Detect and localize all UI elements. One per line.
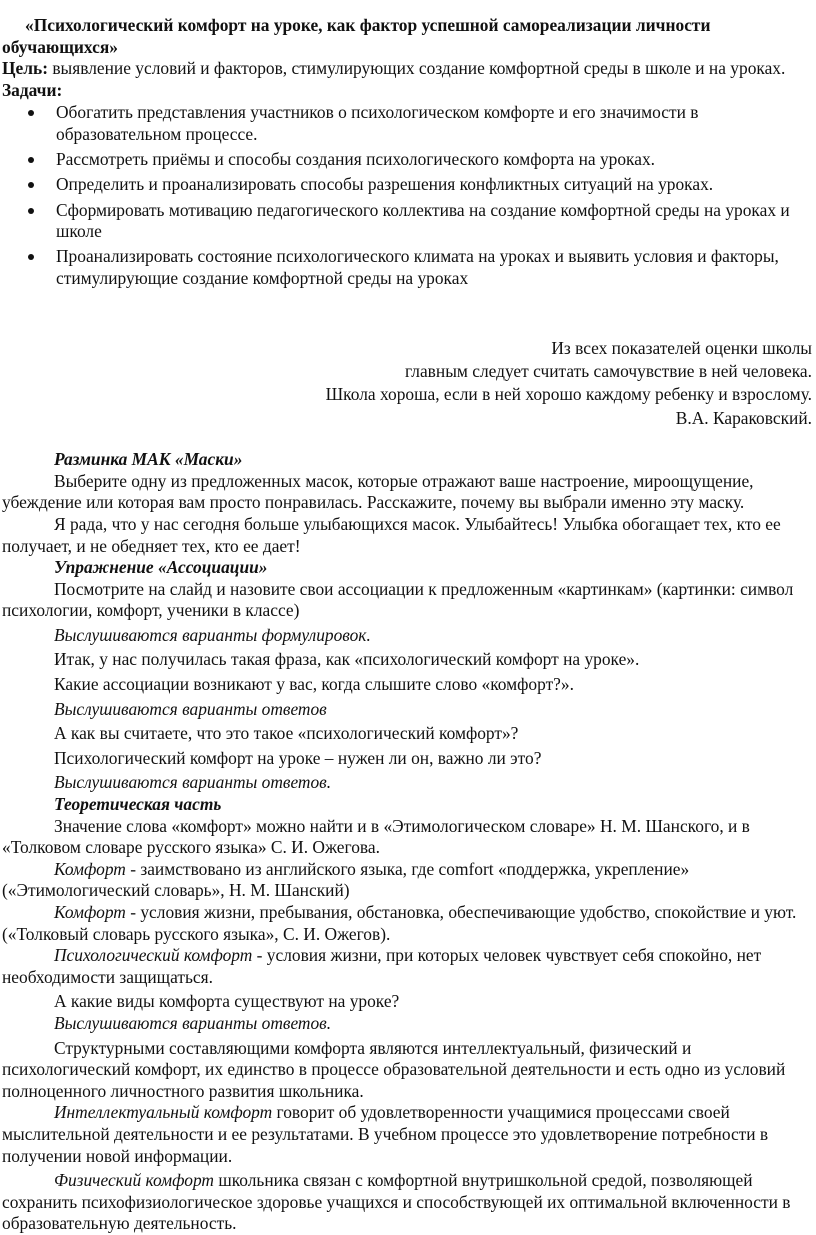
definition-term: Психологический комфорт [54,945,253,966]
definition-paragraph [2,859,814,902]
epigraph-author: В.А. Караковский. [675,407,812,428]
question-note: Выслушиваются варианты ответов. [54,1012,332,1033]
associations-note: Выслушиваются варианты ответов. [54,772,332,793]
physical-text: школьника связан с комфортной внутришкольной средой, позволяющей сохранить психофизиологическое здоровье учащихся и способствующей их оптимальной включенности в образовательную деятельность. [2,1170,791,1234]
list-item [2,174,814,196]
bullet-icon [28,208,34,214]
bullet-icon [28,182,34,188]
task-text: Сформировать мотивацию педагогического коллектива на создание комфортной среды на уроках и школе [56,199,790,242]
epigraph-line: Из всех показателей оценки школы [551,337,812,358]
associations-note: Выслушиваются варианты ответов [54,698,327,719]
task-text: Определить и проанализировать способы разрешения конфликтных ситуаций на уроках. [56,174,714,195]
physical-term: Физический комфорт [54,1170,214,1191]
definition-paragraph [2,945,814,988]
intellectual-paragraph [2,1102,814,1167]
epigraph-line: Школа хороша, если в ней хорошо каждому ребенку и взрослому. [325,384,812,405]
goal-paragraph [2,58,814,80]
task-text: Рассмотреть приёмы и способы создания психологического комфорта на уроках. [56,149,655,170]
intellectual-term: Интеллектуальный комфорт [54,1102,273,1123]
associations-paragraph: Итак, у нас получилась такая фраза, как «психологический комфорт на уроке». [54,649,640,670]
definition-text: - условия жизни, при которых человек чувствует себя спокойно, нет необходимости защищаться. [2,945,762,987]
list-item [2,102,814,145]
warmup-section [2,449,814,557]
list-item [2,246,814,289]
associations-paragraph: Посмотрите на слайд и назовите свои ассоциации к предложенным «картинкам» (картинки: символ психологии, комфорт, ученики в классе) [2,578,794,621]
bullet-icon [28,157,34,163]
associations-section [2,557,814,794]
bullet-icon [28,110,34,116]
tasks-label: Задачи: [2,79,63,100]
intellectual-text: говорит об удовлетворенности учащимися процессами своей мыслительной деятельности и ее результатами. В учебном процессе это удовлетворение потребности в получении новой информации. [2,1102,769,1166]
structure-paragraph: Структурными составляющими комфорта являются интеллектуальный, физический и психологический комфорт, их единство в процессе образовательной деятельности и есть одно из условий полноценного личностного развития школьника. [2,1037,786,1101]
document-title: «Психологический комфорт на уроке, как фактор успешной самореализации личности обучающихся» [2,15,711,57]
definition-term: Комфорт [54,858,126,879]
associations-paragraph: А как вы считаете, что это такое «психологический комфорт»? [54,723,519,744]
goal-label: Цель: [2,58,48,79]
tasks-list [2,102,814,289]
bullet-icon [28,254,34,260]
epigraph [2,337,812,431]
question-paragraph: А какие виды комфорта существуют на уроке? [54,991,400,1012]
warmup-paragraph: Выберите одну из предложенных масок, которые отражают ваше настроение, мироощущение, убеждение или которая вам просто понравилась. Расскажите, почему вы выбрали именно эту маску. [2,470,754,513]
list-item [2,149,814,171]
definition-paragraph [2,902,814,945]
task-text: Проанализировать состояние психологического климата на уроках и выявить условия и факторы, стимулирующие создание комфортной среды на уроках [56,246,779,288]
associations-paragraph: Какие ассоциации возникают у вас, когда слышите слово «комфорт?». [54,674,574,695]
associations-paragraph: Психологический комфорт на уроке – нужен ли он, важно ли это? [54,747,542,768]
warmup-paragraph: Я рада, что у нас сегодня больше улыбающихся масок. Улыбайтесь! Улыбка обогащает тех, кто ее получает, и не обедняет тех, кто ее дает! [2,513,781,556]
associations-note: Выслушиваются варианты формулировок. [54,624,371,645]
task-text: Обогатить представления участников о психологическом комфорте и его значимости в образовательном процессе. [56,102,699,144]
epigraph-line: главным следует считать самочувствие в ней человека. [405,360,812,381]
list-item [2,200,814,243]
theory-paragraph: Значение слова «комфорт» можно найти и в «Этимологическом словаре» Н. М. Шанского, и в «Толковом словаре русского языка» С. И. Ожегова. [2,815,750,858]
associations-heading: Упражнение «Ассоциации» [54,557,268,578]
warmup-heading: Разминка МАК «Маски» [54,449,243,470]
theory-section [2,794,814,1235]
definition-term: Комфорт [54,902,126,922]
definition-text: - заимствовано из английского языка, где comfort «поддержка, укрепление» («Этимологический словарь», Н. М. Шанский) [2,858,690,901]
theory-heading: Теоретическая часть [54,794,222,815]
physical-paragraph [2,1170,814,1235]
definition-text: - условия жизни, пребывания, обстановка, обеспечивающие удобство, спокойствие и уют. («Толковый словарь русского языка», С. И. Ожегов). [2,902,797,944]
goal-text: выявление условий и факторов, стимулирующих создание комфортной среды в школе и на уроках. [48,58,786,79]
